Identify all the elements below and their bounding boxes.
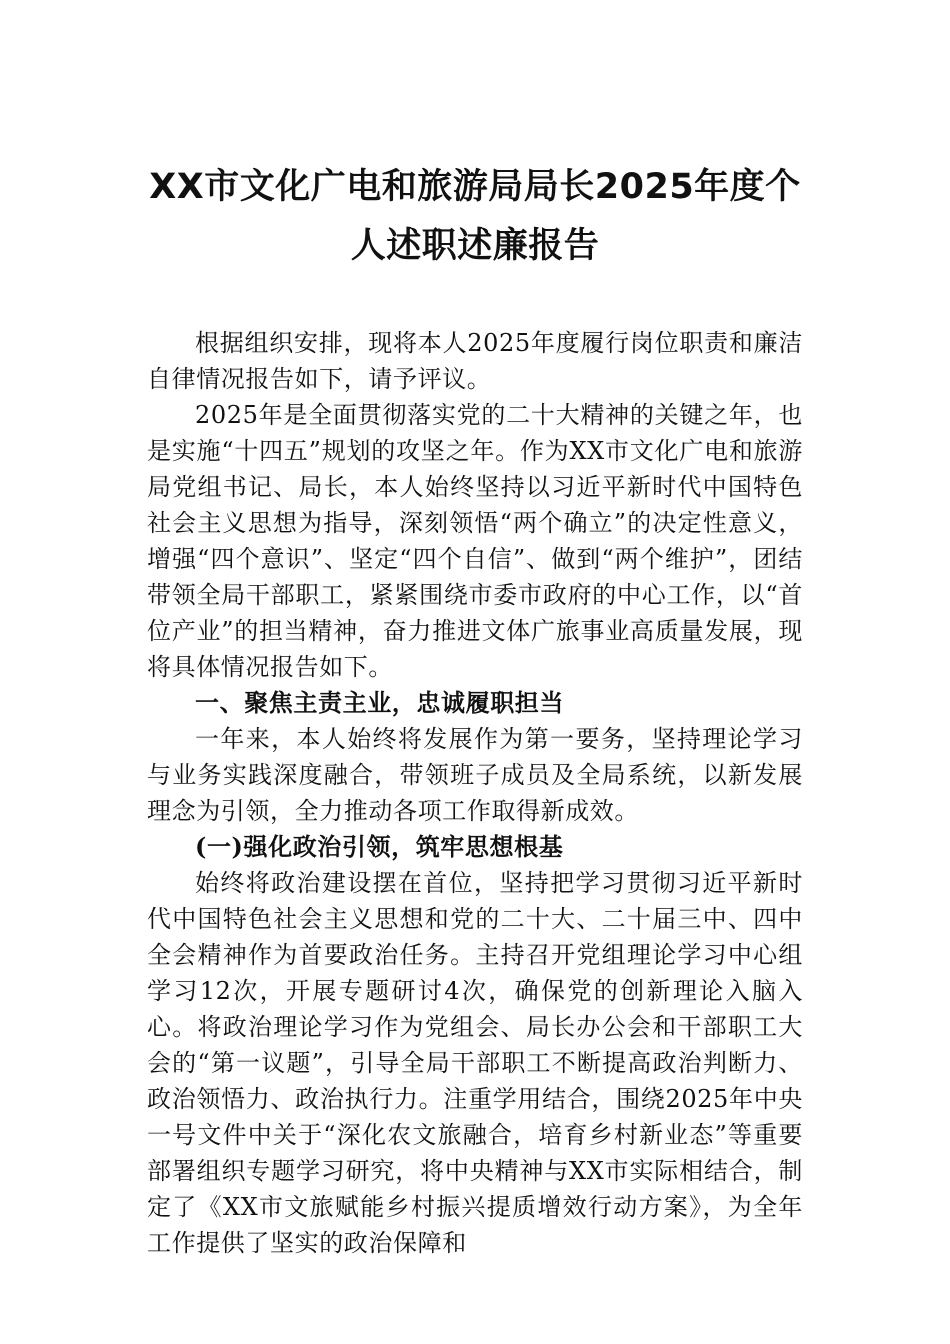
- title-line-2: 人述职述廉报告: [350, 226, 600, 266]
- subsection-heading-1: (一)强化政治引领，筑牢思想根基: [195, 832, 564, 861]
- paragraph-subsection-1: 始终将政治建设摆在首位，坚持把学习贯彻习近平新时代中国特色社会主义思想和党的二十大、二十届三中、四中全会精神作为首要政治任务。主持召开党组理论学习中心组学习12次，开展专题研讨4次，确保党的创新理论入脑入心。将政治理论学习作为党组会、局长办公会和干部职工大会的“第一议题”，引导全局干部职工不断提高政治判断力、政治领悟力、政治执行力。注重学用结合，围绕2025年中央一号文件中关于“深化农文旅融合，培育乡村新业态”等重要部署组织专题学习研究，将中央精神与XX市实际相结合，制定了《XX市文旅赋能乡村振兴提质增效行动方案》，为全年工作提供了坚实的政治保障和: [147, 869, 803, 1257]
- paragraph-overview: 2025年是全面贯彻落实党的二十大精神的关键之年，也是实施“十四五”规划的攻坚之年。作为XX市文化广电和旅游局党组书记、局长，本人始终坚持以习近平新时代中国特色社会主义思想为指导，深刻领悟“两个确立”的决定性意义，增强“四个意识”、坚定“四个自信”、做到“两个维护”，团结带领全局干部职工，紧紧围绕市委市政府的中心工作，以“首位产业”的担当精神，奋力推进文体广旅事业高质量发展，现将具体情况报告如下。: [147, 401, 803, 681]
- title-line-1: XX市文化广电和旅游局局长2025年度个: [149, 167, 801, 207]
- document-body: [147, 325, 803, 1261]
- paragraph-intro: 根据组织安排，现将本人2025年度履行岗位职责和廉洁自律情况报告如下，请予评议。: [147, 329, 803, 393]
- section-heading-1: 一、聚焦主责主业，忠诚履职担当: [195, 689, 564, 717]
- document-title: [147, 158, 803, 276]
- paragraph-section-1: 一年来，本人始终将发展作为第一要务，坚持理论学习与业务实践深度融合，带领班子成员及全局系统，以新发展理念为引领，全力推动各项工作取得新成效。: [147, 725, 803, 825]
